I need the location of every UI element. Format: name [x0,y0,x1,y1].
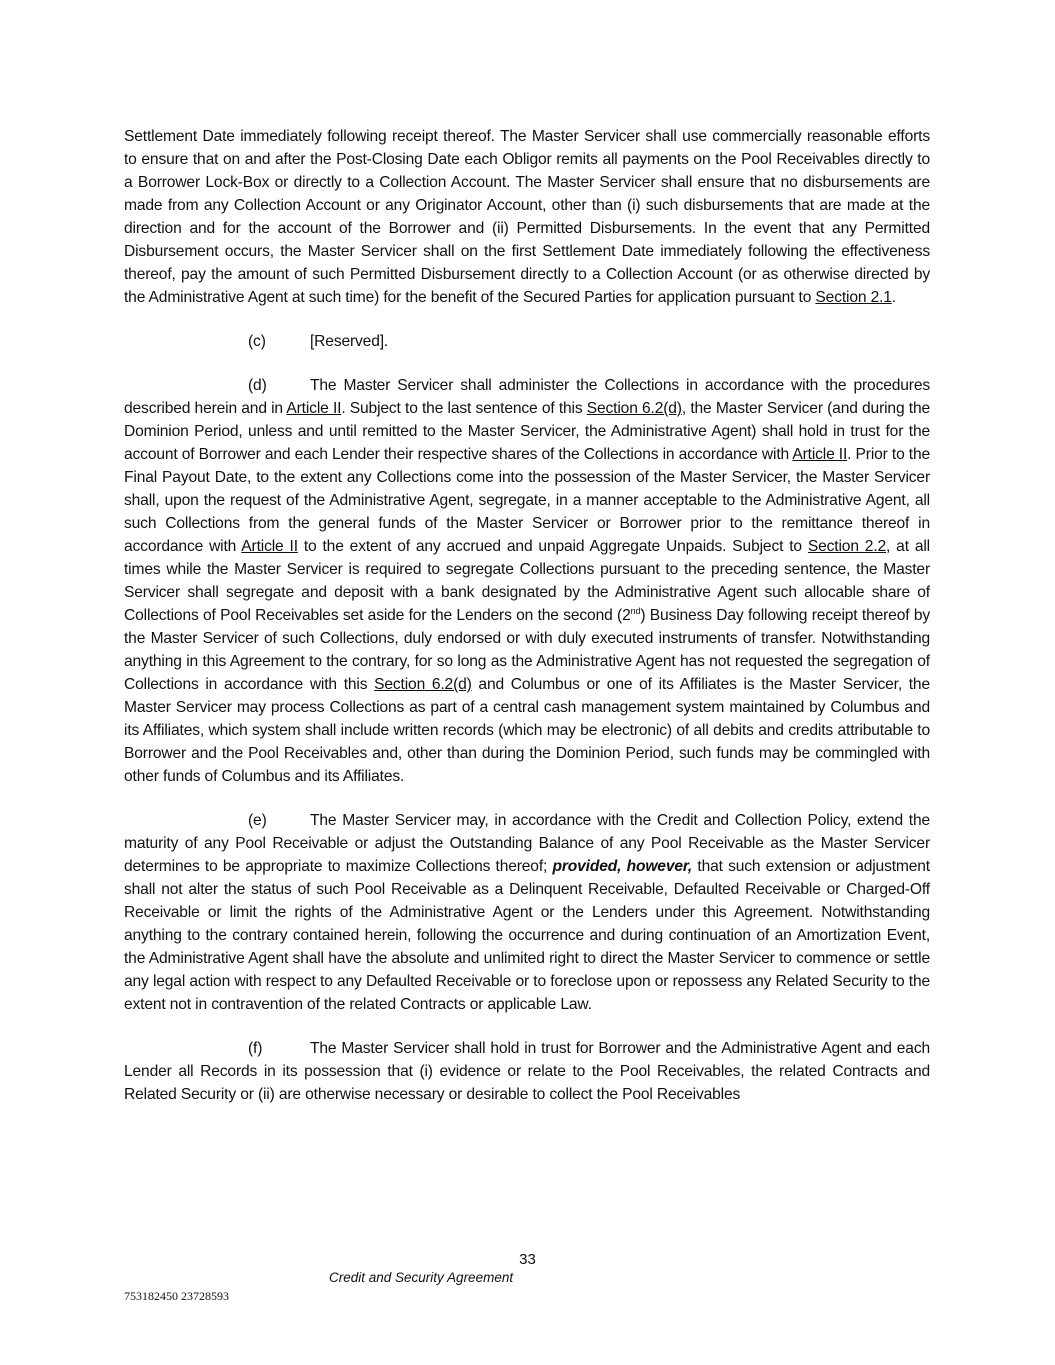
article-reference: Article II [241,538,298,555]
paragraph-text: . Subject to the last sentence of this [341,400,587,417]
paragraph-text: The Master Servicer may, in accordance with the Credit and Collection Policy, extend the maturity of any Pool Receivable or adjust the Outstanding Balance of any Pool Receivable as the Master Servicer determines to be appropriate to maximize Collections thereof; [124,812,930,875]
paragraph-text: The Master Servicer shall hold in trust for Borrower and the Administrative Agent and each Lender all Records in its possession that (i) evidence or relate to the Pool Receivables, the related Contracts and Related Security or (ii) are otherwise necessary or desirable to collect the Pool Receivables [124,1040,930,1103]
paragraph-settlement [124,125,930,309]
paragraph-text: , the Master Servicer (and during the Dominion Period, unless and until remitted to the Master Servicer, the Administrative Agent) shall hold in trust for the account of Borrower and each Lender their respective shares of the Collections in accordance with [124,400,930,463]
clause-marker: (f) [248,1040,263,1057]
section-reference: Section 6.2(d) [586,400,682,417]
ordinal-superscript: nd [630,605,641,616]
paragraph-text: ) Business Day following receipt thereof by the Master Servicer of such Collections, duly endorsed or with duly executed instruments of transfer. Notwithstanding anything in this Agreement to the contrary, for so long as the Administrative Agent has not requested the segregation of Collections in accordance with this [124,607,930,693]
paragraph-f [124,1037,930,1106]
article-reference: Article II [792,446,848,463]
section-reference: Section 2.2 [807,538,887,555]
article-reference: Article II [286,400,342,417]
footer-title: Credit and Security Agreement [329,1270,514,1285]
paragraph-text: [Reserved]. [310,333,389,350]
paragraph-text: and Columbus or one of its Affiliates is the Master Servicer, the Master Servicer may process Collections as part of a central cash management system maintained by Columbus and its Affiliates, which system shall include written records (which may be electronic) of all debits and credits attributable to Borrower and the Pool Receivables and, other than during the Dominion Period, such funds may be commingled with other funds of Columbus and its Affiliates. [124,676,930,785]
page-number: 33 [519,1251,536,1268]
paragraph-text: . Prior to the Final Payout Date, to the extent any Collections come into the possession of the Master Servicer, the Master Servicer shall, upon the request of the Administrative Agent, segregate, in a manner acceptable to the Administrative Agent, all such Collections from the general funds of the Master Servicer or Borrower prior to the remittance thereof in accordance with [124,446,931,555]
clause-marker: (e) [248,812,267,829]
paragraph-text: that such extension or adjustment shall not alter the status of such Pool Receivable as a Delinquent Receivable, Defaulted Receivable or Charged-Off Receivable or limit the rights of the Administrative Agent or the Lenders under this Agreement. Notwithstanding anything to the contrary contained herein, following the occurrence and during continuation of an Amortization Event, the Administrative Agent shall have the absolute and unlimited right to direct the Master Servicer to commence or settle any legal action with respect to any Defaulted Receivable or to foreclose upon or repossess any Related Security to the extent not in contravention of the related Contracts or applicable Law. [124,858,930,1013]
proviso-emphasis: provided, however, [552,858,693,875]
paragraph-e [124,809,930,1016]
paragraph-text: . [891,289,896,306]
document-body [124,125,930,1127]
paragraph-c [124,330,930,353]
clause-marker: (c) [248,333,266,350]
section-reference: Section 2.1 [815,289,892,306]
paragraph-d [124,374,930,788]
paragraph-text: Settlement Date immediately following receipt thereof. The Master Servicer shall use commercially reasonable efforts to ensure that on and after the Post-Closing Date each Obligor remits all payments on the Pool Receivables directly to a Borrower Lock-Box or directly to a Collection Account. The Master Servicer shall ensure that no disbursements are made from any Collection Account or any Originator Account, other than (i) such disbursements that are made at the direction and for the account of the Borrower and (ii) Permitted Disbursements. In the event that any Permitted Disbursement occurs, the Master Servicer shall on the first Settlement Date immediately following the effectiveness thereof, pay the amount of such Permitted Disbursement directly to a Collection Account (or as otherwise directed by the Administrative Agent at such time) for the benefit of the Secured Parties for application pursuant to [124,128,930,306]
document-id: 753182450 23728593 [124,1289,229,1303]
paragraph-text: to the extent of any accrued and unpaid Aggregate Unpaids. Subject to [297,538,808,555]
paragraph-text: , at all times while the Master Servicer is required to segregate Collections pursuant to the preceding sentence, the Master Servicer shall segregate and deposit with a bank designated by the Administrative Agent such allocable share of Collections of Pool Receivables set aside for the Lenders on the second (2 [124,538,930,624]
section-reference: Section 6.2(d) [374,676,472,693]
paragraph-text: The Master Servicer shall administer the Collections in accordance with the procedures described herein and in [124,377,930,417]
clause-marker: (d) [248,377,267,394]
